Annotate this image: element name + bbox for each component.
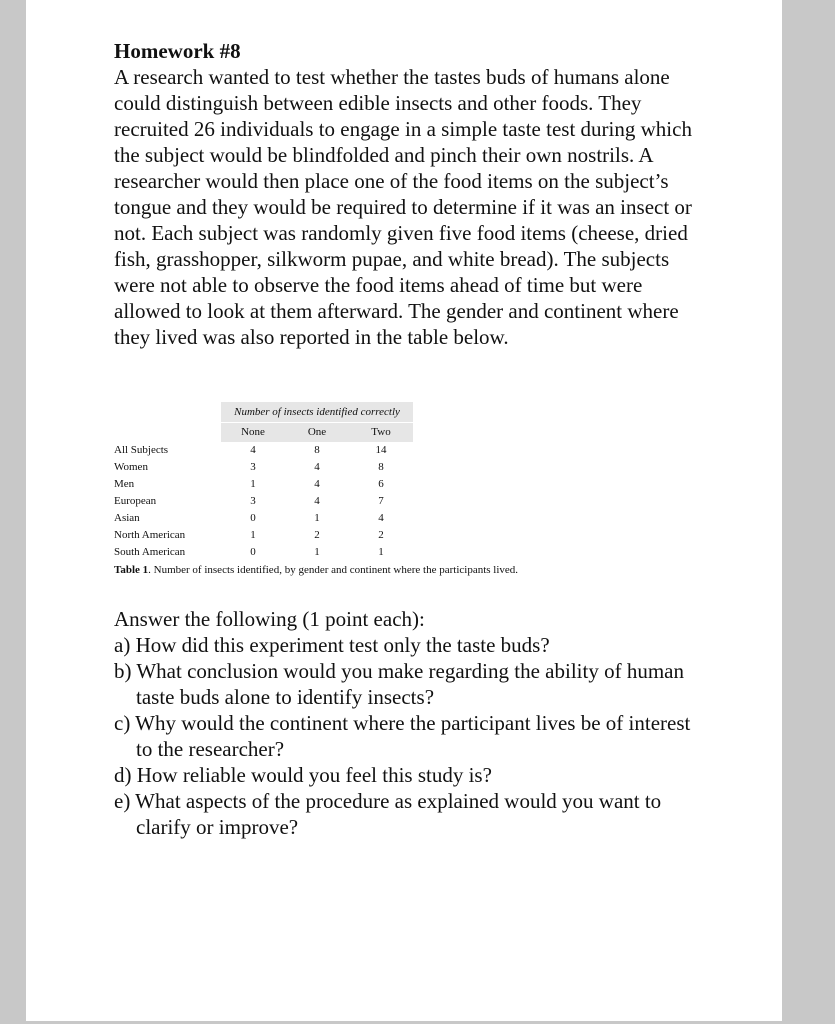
table-cell: 14 (375, 444, 387, 456)
table-span-header: Number of insects identified correctly (221, 402, 413, 422)
table-caption (114, 563, 518, 577)
table-row (114, 459, 414, 476)
table-cell: 3 (250, 461, 256, 473)
table-caption-label: Table 1 (114, 564, 149, 576)
table-cell: 4 (378, 512, 384, 524)
table-cell: 2 (314, 529, 320, 541)
row-label: European (114, 495, 157, 507)
table-cell: 4 (250, 444, 256, 456)
homework-title: Homework #8 (114, 39, 241, 63)
table-row (114, 510, 414, 527)
column-header-none: None (241, 426, 265, 438)
question-item: a) How did this experiment test only the taste buds? (114, 633, 550, 657)
questions-heading: Answer the following (1 point each): (114, 607, 425, 631)
question-item: d) How reliable would you feel this study is? (114, 763, 492, 787)
table-cell: 3 (250, 495, 256, 507)
row-label: All Subjects (114, 444, 169, 456)
column-header-one: One (307, 426, 327, 438)
table-cell: 2 (378, 529, 384, 541)
table-cell: 1 (250, 478, 256, 490)
table-cell: 1 (250, 529, 256, 541)
table-column-header-row (221, 423, 413, 442)
table-cell: 8 (314, 444, 320, 456)
table-cell: 7 (378, 495, 384, 507)
row-label: South American (114, 546, 186, 558)
table-cell: 6 (378, 478, 384, 490)
table-cell: 1 (378, 546, 384, 558)
results-table (114, 402, 674, 582)
question-item: b) What conclusion would you make regarding the ability of human taste buds alone to identify insects? (114, 659, 684, 709)
table-cell: 4 (314, 478, 320, 490)
table-row (114, 527, 414, 544)
question-item: e) What aspects of the procedure as explained would you want to clarify or improve? (114, 789, 662, 839)
document-page (26, 0, 782, 1021)
table-cell: 8 (378, 461, 384, 473)
table-cell: 4 (314, 495, 320, 507)
table-cell: 0 (250, 512, 256, 524)
table-row (114, 476, 414, 493)
table-cell: 4 (314, 461, 320, 473)
table-cell: 1 (314, 546, 320, 558)
table-cell: 1 (314, 512, 320, 524)
table-caption-text: . Number of insects identified, by gender and continent where the participants lived. (148, 564, 519, 576)
question-item: c) Why would the continent where the participant lives be of interest to the researcher? (114, 711, 691, 761)
row-label: Women (114, 461, 148, 473)
table-row (114, 544, 414, 561)
table-cell: 0 (250, 546, 256, 558)
questions-list (114, 632, 704, 840)
row-label: Asian (114, 512, 140, 524)
table-row (114, 493, 414, 510)
row-label: Men (114, 478, 135, 490)
row-label: North American (114, 529, 186, 541)
intro-paragraph: A research wanted to test whether the tastes buds of humans alone could distinguish between edible insects and other foods. They recruited 26 individuals to engage in a simple taste test during which the subject would be blindfolded and pinch their own nostrils. A researcher would then place one of the food items on the subject’s tongue and they would be required to determine if it was an insect or not. Each subject was randomly given five food items (cheese, dried fish, grasshopper, silkworm pupae, and white bread). The subjects were not able to observe the food items ahead of time but were allowed to look at them afterward. The gender and continent where they lived was also reported in the table below. (114, 65, 692, 349)
table-row (114, 442, 414, 459)
column-header-two: Two (371, 426, 391, 438)
